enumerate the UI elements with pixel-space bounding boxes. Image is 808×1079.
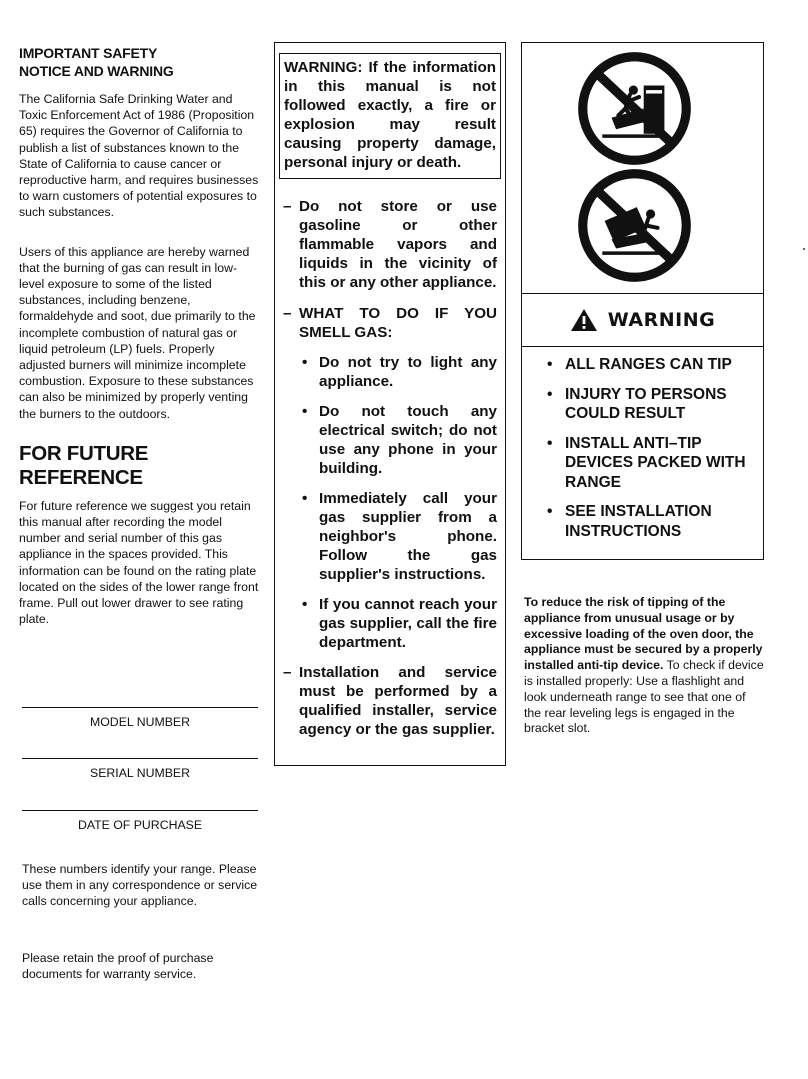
dash-marker: – xyxy=(283,305,292,322)
list-item-text: INJURY TO PERSONS COULD RESULT xyxy=(565,385,727,422)
tip-warning-list xyxy=(522,355,763,551)
list-item-text: If you cannot reach your gas supplier, call the fire department. xyxy=(319,596,497,651)
anti-tip-note-plain: To check if device is installed properly: Use a flashlight and look underneath range to see that one of the rear leveling legs is engaged in the bracket slot. xyxy=(524,658,764,736)
no-climbing-on-door-icon xyxy=(577,51,692,166)
list-item-text: Do not try to light any appliance. xyxy=(319,354,497,390)
list-item xyxy=(522,434,763,493)
gas-storage-text: Do not store or use gasoline or other flammable vapors and liquids in the vicinity of this or any other appliance. xyxy=(299,198,497,291)
bullet-marker: • xyxy=(547,503,553,520)
bullet-marker: • xyxy=(547,434,553,452)
safety-column xyxy=(19,44,259,982)
serial-number-line[interactable] xyxy=(22,758,258,759)
serial-number-label: SERIAL NUMBER xyxy=(90,766,190,780)
gas-warning-panel xyxy=(274,42,506,766)
warning-triangle-icon xyxy=(570,308,598,332)
safety-heading xyxy=(19,44,259,80)
future-reference-heading: FOR FUTURE REFERENCE xyxy=(19,441,149,489)
list-item xyxy=(275,402,505,478)
bullet-marker: • xyxy=(302,490,308,507)
smell-gas-item xyxy=(275,304,505,342)
list-item-text: INSTALL ANTI–TIP DEVICES PACKED WITH RANGE xyxy=(565,434,746,491)
anti-tip-note xyxy=(524,595,764,737)
gas-storage-item xyxy=(275,197,505,292)
list-item xyxy=(522,502,763,541)
bullet-marker: • xyxy=(302,596,308,613)
exposure-paragraph: Users of this appliance are hereby warned that the burning of gas can result in low-level exposure to some of the listed substances, including benzene, formaldehyde and soot, due primarily to the incomplete combustion of natural gas or liquid petroleum (LP) fuels. Properly adjusted burners will minimize incomplete combustion. Exposure to these substances can also be minimized by properly venting the burners to the outdoors. xyxy=(19,244,256,421)
dash-marker: – xyxy=(283,664,292,681)
list-item xyxy=(522,355,763,375)
bullet-marker: • xyxy=(302,354,308,371)
tip-warning-panel xyxy=(521,42,764,560)
future-reference-paragraph: For future reference we suggest you retain this manual after recording the model number and serial number of this gas appliance in the spaces provided. This information can be found on the rating plate located on the sides of the lower range front frame. Pull out lower drawer to see rating plate. xyxy=(19,498,259,627)
list-item xyxy=(522,385,763,424)
warning-word: WARNING xyxy=(607,309,716,331)
bullet-marker: • xyxy=(302,403,308,420)
retain-proof-paragraph: Please retain the proof of purchase documents for warranty service. xyxy=(22,951,214,982)
list-item xyxy=(275,353,505,391)
list-item-text: ALL RANGES CAN TIP xyxy=(565,356,732,373)
scan-speck xyxy=(803,248,805,250)
installation-item xyxy=(275,663,505,739)
no-sitting-on-door-icon xyxy=(577,168,692,283)
bullet-marker: • xyxy=(547,385,553,403)
installation-text: Installation and service must be performed by a qualified installer, service agency or the gas supplier. xyxy=(299,664,497,738)
smell-gas-list xyxy=(275,353,505,652)
list-item-text: SEE INSTALLATION INSTRUCTIONS xyxy=(565,503,712,540)
warning-banner xyxy=(522,293,763,347)
date-of-purchase-line[interactable] xyxy=(22,810,258,811)
list-item-text: Do not touch any electrical switch; do not use any phone in your building. xyxy=(319,403,497,477)
date-of-purchase-label: DATE OF PURCHASE xyxy=(77,818,203,832)
list-item-text: Immediately call your gas supplier from a neighbor's phone. Follow the gas supplier's instructions. xyxy=(319,490,497,583)
fire-explosion-warning-box: WARNING: If the information in this manual is not followed exactly, a fire or explosion may result causing property damage, personal injury or death. xyxy=(279,53,501,179)
anti-tip-note-bold: To reduce the risk of tipping of the appliance from unusual usage or by excessive loading of the oven door, the appliance must be secured by a properly installed anti-tip device. xyxy=(524,595,763,673)
model-number-line[interactable] xyxy=(22,707,258,708)
prop65-paragraph: The California Safe Drinking Water and Toxic Enforcement Act of 1986 (Proposition 65) requires the Governor of California to publish a list of substances known to the State of California to cause cancer or reproductive harm, and requires businesses to warn customers of potential exposures to such substances. xyxy=(19,92,259,220)
list-item xyxy=(275,489,505,584)
smell-gas-heading: WHAT TO DO IF YOU SMELL GAS: xyxy=(299,305,497,341)
list-item xyxy=(275,595,505,652)
safety-heading-line2: NOTICE AND WARNING xyxy=(19,63,174,79)
safety-heading-line1: IMPORTANT SAFETY xyxy=(19,45,158,61)
identify-numbers-paragraph: These numbers identify your range. Please use them in any correspondence or service calls concerning your appliance. xyxy=(22,862,258,909)
model-number-label: MODEL NUMBER xyxy=(90,715,190,729)
dash-marker: – xyxy=(283,198,292,215)
bullet-marker: • xyxy=(547,356,553,373)
